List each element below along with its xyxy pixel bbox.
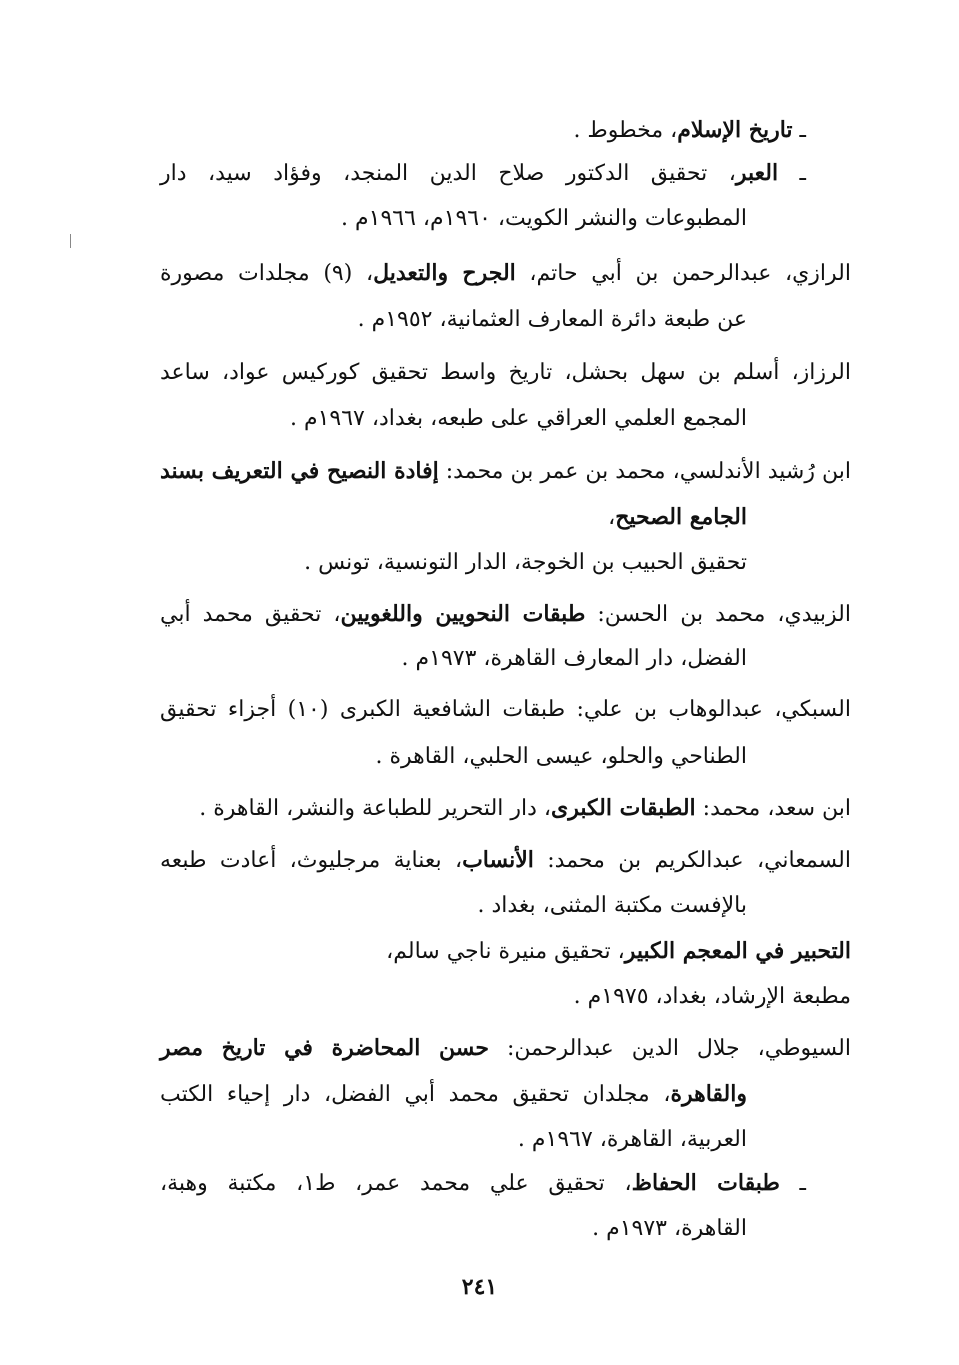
entry-text: السبكي، عبدالوهاب بن علي: طبقات الشافعية الكبرى (١٠) أجزاء تحقيق: [160, 697, 851, 722]
entry-text: ، دار التحرير للطباعة والنشر، القاهرة .: [199, 796, 551, 821]
entry-text: الزبيدي، محمد بن الحسن:: [585, 602, 851, 627]
entry-text: المجمع العلمي العراقي على طبعه، بغداد، ١٩٦٧م .: [290, 406, 747, 431]
entry-text: عن طبعة دائرة المعارف العثمانية، ١٩٥٢م .: [357, 307, 747, 332]
book-title: الأنساب: [462, 847, 534, 873]
entry-text: ، تحقيق الدكتور صلاح الدين المنجد، وفؤاد سيد، دار: [160, 161, 736, 186]
entry-text: ،: [608, 505, 616, 530]
entry-text: ، (٩) مجلدات مصورة: [160, 261, 374, 286]
entry-line: [304, 543, 747, 583]
entry-text: الطناحي والحلو، عيسى الحلبي، القاهرة .: [375, 744, 747, 769]
entry-line: [573, 110, 806, 151]
entry-text: ـ: [778, 161, 806, 186]
page-number: ٢٤١: [461, 1274, 498, 1300]
book-title: إفادة النصيح في التعريف بسند: [160, 458, 439, 484]
entry-text: السيوطي، جلال الدين عبدالرحمن:: [488, 1036, 851, 1061]
entry-line: [402, 639, 747, 679]
margin-mark: [70, 234, 71, 248]
entry-line: [160, 1163, 806, 1204]
entry-text: ـ: [779, 1171, 807, 1196]
book-title: التحبير في المعجم الكبير: [624, 938, 851, 964]
book-title: الطبقات الكبرى: [551, 795, 696, 821]
entry-text: المطبوعات والنشر الكويت، ١٩٦٠م، ١٩٦٦م .: [341, 206, 747, 231]
entry-line: [477, 886, 747, 926]
entry-text: الرزاز، أسلم بن سهل بحشل، تاريخ واسط تحقيق كوركيس عواد، ساعد: [160, 360, 851, 385]
entry-text: مطبعة الإرشاد، بغداد، ١٩٧٥م .: [573, 984, 851, 1009]
entry-line: [608, 497, 747, 538]
entry-text: ابن رُشيد الأندلسي، محمد بن عمر بن محمد:: [438, 459, 851, 484]
entry-line: [358, 300, 747, 340]
book-title: طبقات الحفاظ: [631, 1170, 780, 1196]
entry-line: [341, 199, 747, 239]
entry-line: [160, 594, 851, 635]
entry-line: [386, 931, 851, 972]
entry-line: [518, 1120, 747, 1160]
entry-line: [160, 451, 851, 492]
entry-line: [160, 1028, 851, 1069]
entry-text: ، تحقيق محمد أبي: [160, 602, 341, 627]
entry-text: ، بعناية مرجليوث، أعادت طبعه: [160, 848, 463, 873]
entry-text: السمعاني، عبدالكريم بن محمد:: [533, 848, 851, 873]
entry-text: تحقيق الحبيب بن الخوجة، الدار التونسية، تونس .: [304, 550, 747, 575]
entry-line: [290, 399, 747, 439]
entry-line: [574, 977, 851, 1017]
entry-text: العربية، القاهرة، ١٩٦٧م .: [517, 1127, 747, 1152]
book-title: والقاهرة: [670, 1081, 747, 1107]
entry-text: ، مخطوط .: [573, 118, 678, 143]
entry-line: [160, 1074, 747, 1115]
entry-text: ـ: [792, 118, 806, 143]
entry-line: [160, 690, 851, 730]
entry-text: ، مجلدان تحقيق محمد أبي الفضل، دار إحياء الكتب: [160, 1082, 671, 1107]
entry-line: [375, 737, 747, 777]
book-title: حسن المحاضرة في تاريخ مصر: [160, 1035, 489, 1061]
entry-text: ابن سعد، محمد:: [695, 796, 851, 821]
entry-line: [160, 153, 806, 194]
entry-text: ، تحقيق منيرة ناجي سالم،: [386, 939, 625, 964]
entry-text: القاهرة، ١٩٧٣م .: [592, 1216, 747, 1241]
entry-text: ، تحقيق علي محمد عمر، ط١، مكتبة وهبة،: [160, 1171, 632, 1196]
book-title: الجرح والتعديل: [373, 260, 516, 286]
book-title: تاريخ الإسلام: [677, 117, 793, 143]
book-title: العبر: [735, 160, 779, 186]
entry-line: [160, 353, 851, 393]
book-title: الجامع الصحيح: [615, 504, 747, 530]
entry-line: [160, 840, 851, 881]
entry-line: [199, 788, 851, 829]
entry-text: بالإفست مكتبة المثنى، بغداد .: [477, 893, 747, 918]
book-title: طبقات النحويين واللغويين: [340, 601, 586, 627]
entry-text: الفضل، دار المعارف القاهرة، ١٩٧٣م .: [401, 646, 747, 671]
entry-line: [160, 253, 851, 294]
entry-text: الرازي، عبدالرحمن بن أبي حاتم،: [515, 261, 851, 286]
entry-line: [592, 1209, 747, 1249]
